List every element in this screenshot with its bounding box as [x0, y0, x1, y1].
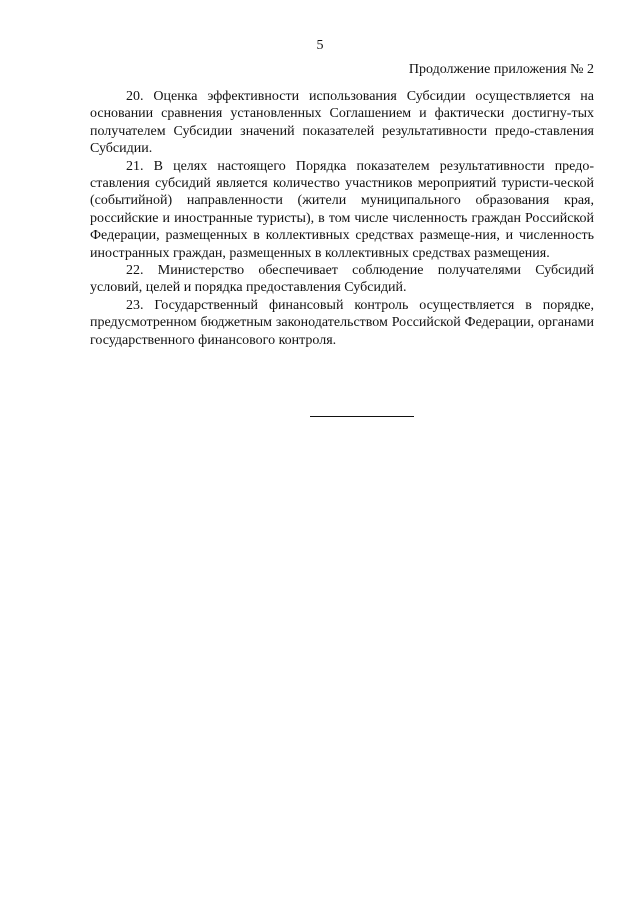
- paragraph-22: 22. Министерство обеспечивает соблюдение получателями Субсидий условий, целей и порядка предоставления Субсидий.: [90, 263, 594, 296]
- paragraph-21: 21. В целях настоящего Порядка показателем результативности предо-ставления субсидий является количество участников мероприятий туристи-ческой (событийной) направленности (жители муниципального образования края, российские и иностранные туристы), в том числе численность граждан Российской Федерации, размещенных в коллективных средствах размеще-ния, и численность иностранных граждан, размещенных в коллективных средствах размещения.: [90, 158, 594, 261]
- document-body: [90, 88, 594, 349]
- appendix-continuation-note: Продолжение приложения № 2: [408, 62, 594, 77]
- page-number: 5: [316, 38, 324, 53]
- paragraph-23: 23. Государственный финансовый контроль осуществляется в порядке, предусмотренном бюджетным законодательством Российской Федерации, органами государственного финансового контроля.: [90, 297, 594, 348]
- paragraph-20: 20. Оценка эффективности использования Субсидии осуществляется на основании сравнения установленных Соглашением и фактически достигну-тых получателем Субсидии значений показателей результативности предо-ставления Субсидии.: [90, 89, 594, 157]
- end-separator-line: [310, 416, 414, 417]
